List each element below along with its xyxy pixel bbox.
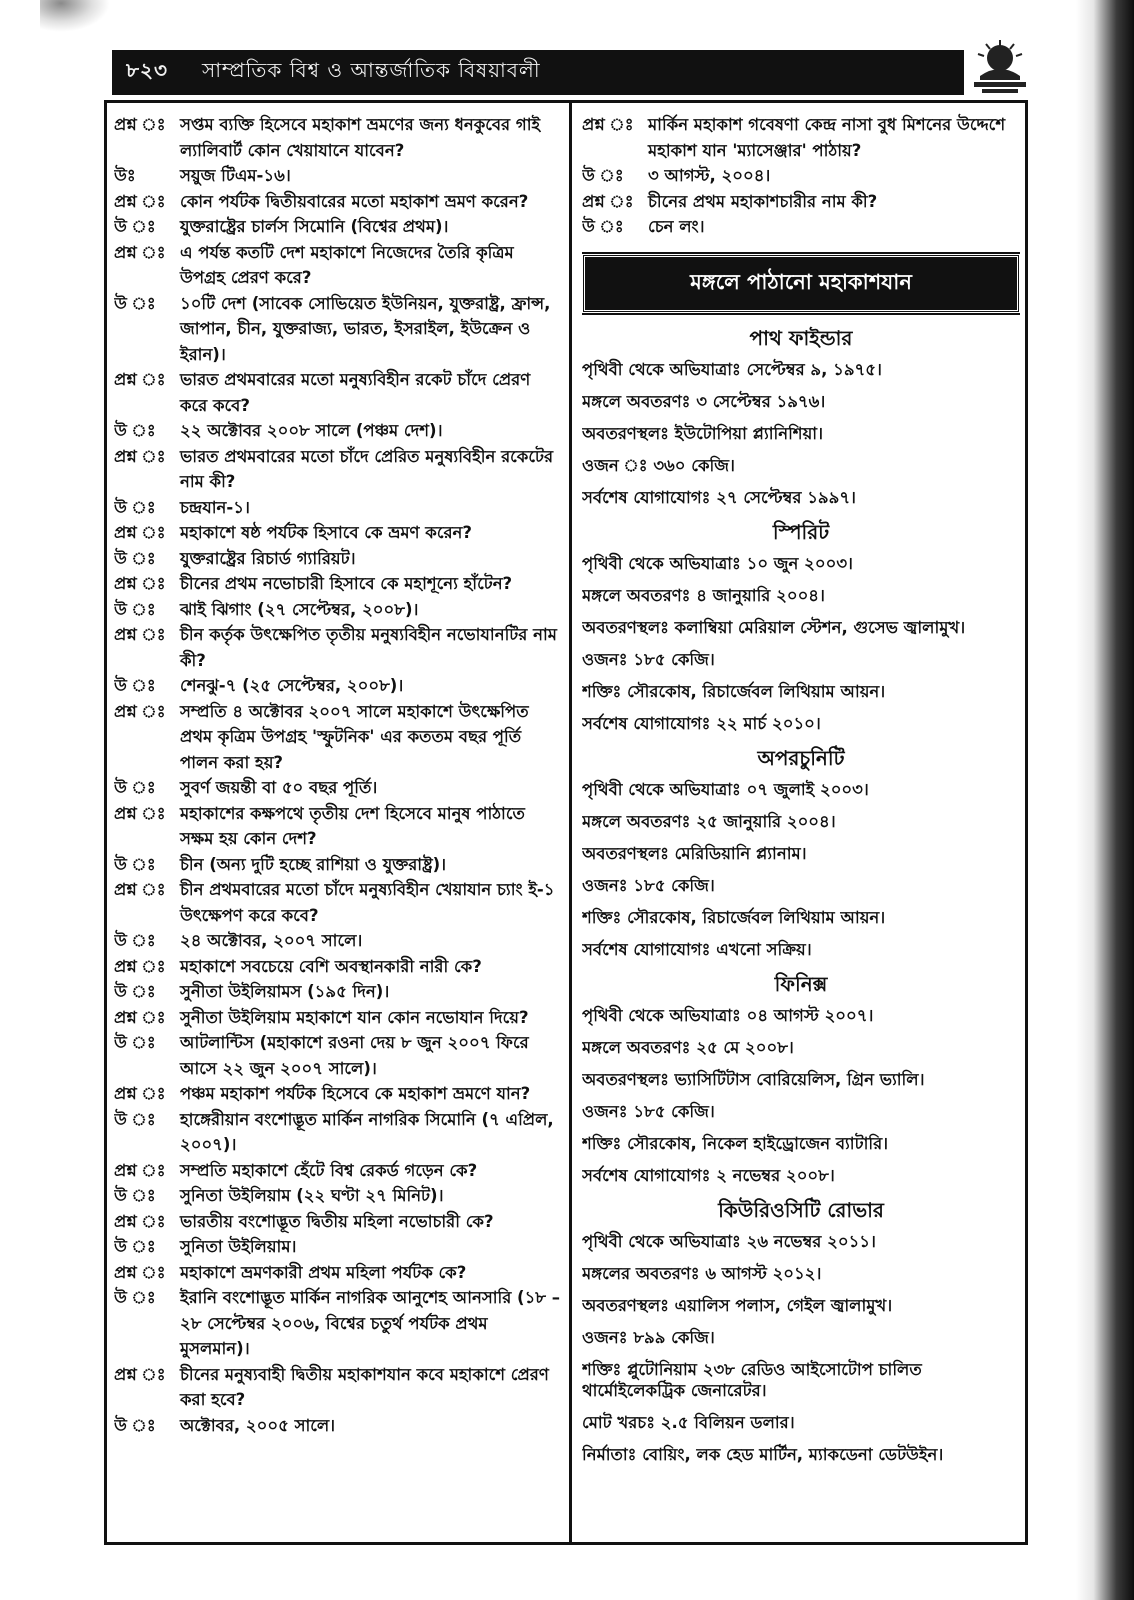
answer-label: উ ঃ xyxy=(114,1415,156,1435)
mission-fact xyxy=(582,779,1020,800)
question-item xyxy=(114,954,562,980)
column-divider xyxy=(569,103,572,1542)
question-item xyxy=(114,520,562,546)
fact-key: পৃথিবী থেকে অভিযাত্রাঃ xyxy=(582,359,741,379)
mission-fact xyxy=(582,811,1020,832)
answer-item xyxy=(114,1030,562,1081)
answer-item xyxy=(114,928,562,954)
fact-value: ০৭ জুলাই ২০০৩। xyxy=(746,779,869,799)
page-header xyxy=(112,50,964,95)
question-item xyxy=(114,1260,562,1286)
question-label: প্রশ্ন ঃ xyxy=(114,803,166,823)
fact-key: ওজনঃ xyxy=(582,649,628,669)
answer-text: ৩ আগস্ট, ২০০৪। xyxy=(648,166,771,185)
question-label: প্রশ্ন ঃ xyxy=(114,523,166,542)
fact-key: অবতরণস্থলঃ xyxy=(582,617,669,637)
question-label: প্রশ্ন ঃ xyxy=(114,1262,166,1282)
answer-text: ১০টি দেশ (সাবেক সোভিয়েত ইউনিয়ন, যুক্তরাষ্ট্র, ফ্রান্স, জাপান, চীন, যুক্তরাজ্য, ভারত, ইসরাইল, ইউক্রেন ও ইরান)। xyxy=(180,293,551,364)
mission-fact xyxy=(582,649,1020,670)
answer-label: উ ঃ xyxy=(114,421,156,440)
question-label: প্রশ্ন ঃ xyxy=(114,446,166,466)
answer-text: সুনিতা উইলিয়াম। xyxy=(180,1237,297,1256)
question-item xyxy=(114,699,562,776)
mission-fact xyxy=(582,617,1020,638)
page-number: ৮২৩ xyxy=(126,58,168,82)
question-text: সপ্তম ব্যক্তি হিসেবে মহাকাশ ভ্রমণের জন্য ধনকুবের গাই ল্যালিবার্ট কোন খেয়াযানে যাবেন? xyxy=(180,115,541,160)
question-label: প্রশ্ন ঃ xyxy=(114,191,166,211)
answer-label: উ ঃ xyxy=(114,931,156,950)
answer-item xyxy=(114,291,562,368)
question-item xyxy=(114,1158,562,1184)
fact-value: ২৭ সেপ্টেম্বর ১৯৯৭। xyxy=(716,487,856,507)
question-text: কোন পর্যটক দ্বিতীয়বারের মতো মহাকাশ ভ্রমণ করেন? xyxy=(180,191,529,211)
fact-key: মঙ্গলে অবতরণঃ xyxy=(582,1037,691,1057)
question-text: ভারত প্রথমবারের মতো চাঁদে প্রেরিত মনুষ্যবিহীন রকেটের নাম কী? xyxy=(180,446,554,491)
answer-label: উ ঃ xyxy=(114,982,156,1001)
answer-item xyxy=(114,1285,562,1362)
answer-text: চন্দ্রযান-১। xyxy=(180,497,250,517)
question-label: প্রশ্ন ঃ xyxy=(114,1364,166,1384)
question-item xyxy=(114,571,562,597)
fact-value: প্লুটোনিয়াম ২৩৮ রেডিও আইসোটোপ চালিত থার্মোইলেকট্রিক জেনারেটর। xyxy=(582,1359,922,1400)
question-item xyxy=(582,112,1020,163)
question-label: প্রশ্ন ঃ xyxy=(114,242,166,262)
question-text: পঞ্চম মহাকাশ পর্যটক হিসেবে কে মহাকাশ ভ্রমণে যান? xyxy=(180,1084,531,1103)
question-item xyxy=(114,189,562,215)
fact-key: ওজন ঃ xyxy=(582,455,648,475)
fact-key: মোট খরচঃ xyxy=(582,1412,655,1432)
answer-item xyxy=(114,979,562,1005)
question-label: প্রশ্ন ঃ xyxy=(114,370,166,389)
answer-item xyxy=(114,418,562,444)
question-text: মহাকাশের কক্ষপথে তৃতীয় দেশ হিসেবে মানুষ পাঠাতে সক্ষম হয় কোন দেশ? xyxy=(180,803,525,848)
fact-value: সৌরকোষ, নিকেল হাইড্রোজেন ব্যাটারি। xyxy=(627,1133,889,1153)
question-text: এ পর্যন্ত কতটি দেশ মহাকাশে নিজেদের তৈরি কৃত্রিম উপগ্রহ প্রেরণ করে? xyxy=(180,242,514,287)
answer-label: উ ঃ xyxy=(114,854,156,874)
question-text: চীন প্রথমবারের মতো চাঁদে মনুষ্যবিহীন খেয়াযান চ্যাং ই-১ উৎক্ষেপণ করে কবে? xyxy=(180,880,555,925)
fact-key: পৃথিবী থেকে অভিযাত্রাঃ xyxy=(582,779,741,799)
answer-text: সুবর্ণ জয়ন্তী বা ৫০ বছর পূর্তি। xyxy=(180,778,378,797)
question-text: ভারত প্রথমবারের মতো মনুষ্যবিহীন রকেট চাঁদে প্রেরণ করে কবে? xyxy=(180,370,531,415)
answer-item xyxy=(114,1234,562,1260)
question-item xyxy=(114,1081,562,1107)
fact-value: ০৪ আগস্ট ২০০৭। xyxy=(746,1005,874,1025)
answer-item xyxy=(114,1183,562,1209)
mission-fact xyxy=(582,1101,1020,1122)
answer-label: উ ঃ xyxy=(582,217,624,236)
fact-key: মঙ্গলে অবতরণঃ xyxy=(582,811,691,831)
mission-fact xyxy=(582,1005,1020,1026)
question-text: চীনের প্রথম মহাকাশচারীর নাম কী? xyxy=(648,191,878,211)
answer-text: যুক্তরাষ্ট্রের চার্লস সিমোনি (বিশ্বের প্রথম)। xyxy=(180,217,449,236)
question-item xyxy=(114,1209,562,1235)
answer-label: উ ঃ xyxy=(114,1186,156,1205)
mission-fact xyxy=(582,907,1020,928)
mission-fact xyxy=(582,487,1020,508)
fact-key: শক্তিঃ xyxy=(582,1133,622,1153)
fact-key: মঙ্গলে অবতরণঃ xyxy=(582,585,691,605)
mission-fact xyxy=(582,553,1020,574)
answer-text: হাঙ্গেরীয়ান বংশোদ্ভূত মার্কিন নাগরিক সিমোনি (৭ এপ্রিল, ২০০৭)। xyxy=(180,1109,554,1154)
answer-text: ঝাই ঝিগাং (২৭ সেপ্টেম্বর, ২০০৮)। xyxy=(180,599,419,619)
question-text: চীনের প্রথম নভোচারী হিসাবে কে মহাশূন্যে হাঁটেন? xyxy=(180,574,513,593)
answer-text: সুনীতা উইলিয়ামস (১৯৫ দিন)। xyxy=(180,982,390,1001)
mission-fact xyxy=(582,939,1020,960)
book-spine-shadow xyxy=(1076,0,1134,1600)
answer-item xyxy=(114,1107,562,1158)
fact-value: ২ নভেম্বর ২০০৮। xyxy=(716,1165,835,1185)
answer-item xyxy=(114,1413,562,1439)
fact-value: ৩ সেপ্টেম্বর ১৯৭৬। xyxy=(696,391,826,411)
mission-fact xyxy=(582,359,1020,380)
answer-text: যুক্তরাষ্ট্রের রিচার্ড গ্যারিয়ট। xyxy=(180,548,356,568)
question-label: প্রশ্ন ঃ xyxy=(114,880,166,899)
question-text: সম্প্রতি ৪ অক্টোবর ২০০৭ সালে মহাকাশে উৎক্ষেপিত প্রথম কৃত্রিম উপগ্রহ 'স্ফুটনিক' এর কততম বছর পূর্তি পালন করা হয়? xyxy=(180,701,529,772)
question-label: প্রশ্ন ঃ xyxy=(114,1160,166,1180)
mission-fact xyxy=(582,455,1020,476)
mission-fact xyxy=(582,1133,1020,1154)
fact-value: বোয়িং, লক হেড মার্টিন, ম্যাকডেনা ডেটউইন। xyxy=(642,1444,944,1464)
fact-key: অবতরণস্থলঃ xyxy=(582,423,669,443)
mission-fact xyxy=(582,1412,1020,1433)
mission-fact xyxy=(582,1444,1020,1465)
answer-label: উ ঃ xyxy=(114,548,156,568)
mission-fact xyxy=(582,1263,1020,1284)
fact-value: ৮৯৯ কেজি। xyxy=(633,1327,715,1347)
answer-label: উ ঃ xyxy=(114,1033,156,1052)
mission-section xyxy=(582,325,1020,508)
mission-fact xyxy=(582,1295,1020,1316)
mission-section xyxy=(582,519,1020,734)
right-qa-list xyxy=(582,112,1020,240)
mission-fact xyxy=(582,391,1020,412)
answer-text: আটলান্টিস (মহাকাশে রওনা দেয় ৮ জুন ২০০৭ ফিরে আসে ২২ জুন ২০০৭ সালে)। xyxy=(180,1033,529,1078)
answer-label: উ ঃ xyxy=(114,1288,156,1307)
page-header-title: সাম্প্রতিক বিশ্ব ও আন্তর্জাতিক বিষয়াবলী xyxy=(202,58,541,82)
fact-key: অবতরণস্থলঃ xyxy=(582,1295,669,1315)
mission-fact xyxy=(582,843,1020,864)
mission-fact xyxy=(582,1037,1020,1058)
mission-title: স্পিরিট xyxy=(772,519,830,544)
answer-item xyxy=(114,495,562,521)
answer-label: উঃ xyxy=(114,166,136,185)
answer-text: সয়ুজ টিএম-১৬। xyxy=(180,166,291,185)
answer-label: উ ঃ xyxy=(114,599,156,619)
fact-key: অবতরণস্থলঃ xyxy=(582,1069,669,1089)
right-column xyxy=(582,112,1020,1532)
mission-fact xyxy=(582,585,1020,606)
fact-key: ওজনঃ xyxy=(582,1101,628,1121)
answer-text: শেনঝু-৭ (২৫ সেপ্টেম্বর, ২০০৮)। xyxy=(180,676,404,695)
fact-value: ৪ জানুয়ারি ২০০৪। xyxy=(696,585,825,605)
answer-label: উ ঃ xyxy=(114,217,156,236)
fact-value: ২৬ নভেম্বর ২০১১। xyxy=(746,1231,876,1251)
fact-value: এয়ালিস পলাস, গেইল জ্বালামুখ। xyxy=(674,1295,893,1315)
fact-key: পৃথিবী থেকে অভিযাত্রাঃ xyxy=(582,553,741,573)
mission-fact xyxy=(582,1231,1020,1252)
answer-item xyxy=(114,163,562,189)
question-text: সম্প্রতি মহাকাশে হেঁটে বিশ্ব রেকর্ড গড়েন কে? xyxy=(180,1160,478,1180)
mission-fact xyxy=(582,713,1020,734)
fact-value: ২৫ মে ২০০৮। xyxy=(696,1037,794,1057)
answer-item xyxy=(114,673,562,699)
mission-fact xyxy=(582,1069,1020,1090)
fact-value: ২৫ জানুয়ারি ২০০৪। xyxy=(696,811,836,831)
fact-key: সর্বশেষ যোগাযোগঃ xyxy=(582,939,711,959)
fact-value: সৌরকোষ, রিচার্জেবল লিথিয়াম আয়ন। xyxy=(627,681,886,701)
answer-item xyxy=(114,214,562,240)
question-label: প্রশ্ন ঃ xyxy=(114,1007,166,1027)
fact-value: ভ্যাসিটিটাস বোরিয়েলিস, গ্রিন ভ্যালি। xyxy=(674,1069,925,1089)
fact-key: শক্তিঃ xyxy=(582,1359,622,1379)
fact-key: মঙ্গলে অবতরণঃ xyxy=(582,391,691,411)
fact-value: ইউটোপিয়া প্ল্যানিশিয়া। xyxy=(674,423,823,443)
question-label: প্রশ্ন ঃ xyxy=(582,191,634,211)
fact-key: শক্তিঃ xyxy=(582,681,622,701)
mission-section xyxy=(582,1197,1020,1465)
fact-key: পৃথিবী থেকে অভিযাত্রাঃ xyxy=(582,1231,741,1251)
mission-fact xyxy=(582,1327,1020,1348)
fact-key: সর্বশেষ যোগাযোগঃ xyxy=(582,487,711,507)
question-label: প্রশ্ন ঃ xyxy=(114,1211,166,1231)
fact-value: কলাম্বিয়া মেরিয়াল স্টেশন, গুসেভ জ্বালামুখ। xyxy=(674,617,966,637)
question-item xyxy=(114,444,562,495)
question-item xyxy=(114,801,562,852)
mission-title: অপরচুনিটি xyxy=(757,745,845,770)
question-item xyxy=(582,189,1020,215)
answer-text: চীন (অন্য দুটি হচ্ছে রাশিয়া ও যুক্তরাষ্ট্র)। xyxy=(180,854,447,874)
mission-list xyxy=(582,325,1020,1465)
mission-section xyxy=(582,971,1020,1186)
fact-value: ১৮৫ কেজি। xyxy=(633,1101,715,1121)
fact-value: ২.৫ বিলিয়ন ডলার। xyxy=(660,1412,795,1432)
question-label: প্রশ্ন ঃ xyxy=(114,701,166,721)
fact-key: সর্বশেষ যোগাযোগঃ xyxy=(582,713,711,733)
answer-item xyxy=(582,214,1020,240)
mission-title: কিউরিওসিটি রোভার xyxy=(718,1197,884,1222)
answer-label: উ ঃ xyxy=(582,166,624,185)
fact-key: অবতরণস্থলঃ xyxy=(582,843,669,863)
fact-value: ৬ আগস্ট ২০১২। xyxy=(705,1263,822,1283)
fact-key: সর্বশেষ যোগাযোগঃ xyxy=(582,1165,711,1185)
answer-item xyxy=(114,775,562,801)
question-text: মহাকাশে ভ্রমণকারী প্রথম মহিলা পর্যটক কে? xyxy=(180,1262,467,1282)
mission-fact xyxy=(582,681,1020,702)
question-item xyxy=(114,240,562,291)
answer-text: ২২ অক্টোবর ২০০৮ সালে (পঞ্চম দেশ)। xyxy=(180,421,443,440)
answer-text: চেন লং। xyxy=(648,217,705,236)
mission-title: ফিনিক্স xyxy=(774,971,828,996)
mission-title: পাথ ফাইন্ডার xyxy=(749,325,853,350)
question-label: প্রশ্ন ঃ xyxy=(582,115,634,134)
answer-text: ২৪ অক্টোবর, ২০০৭ সালে। xyxy=(180,931,363,950)
fact-key: ওজনঃ xyxy=(582,1327,628,1347)
page-corner-shadow xyxy=(40,0,110,32)
answer-item xyxy=(114,546,562,572)
answer-label: উ ঃ xyxy=(114,1237,156,1256)
mission-fact xyxy=(582,423,1020,444)
fact-value: ১৮৫ কেজি। xyxy=(633,649,715,669)
question-label: প্রশ্ন ঃ xyxy=(114,115,166,134)
answer-label: উ ঃ xyxy=(114,1109,156,1129)
question-text: চীনের মনুষ্যবাহী দ্বিতীয় মহাকাশযান কবে মহাকাশে প্রেরণ করা হবে? xyxy=(180,1364,549,1409)
question-label: প্রশ্ন ঃ xyxy=(114,574,166,593)
answer-item xyxy=(114,852,562,878)
answer-label: উ ঃ xyxy=(114,497,156,517)
fact-value: সেপ্টেম্বর ৯, ১৯৭৫। xyxy=(746,359,882,379)
left-column xyxy=(114,112,562,1532)
fact-key: শক্তিঃ xyxy=(582,907,622,927)
question-text: সুনীতা উইলিয়াম মহাকাশে যান কোন নভোযান দিয়ে? xyxy=(180,1007,529,1027)
mission-section xyxy=(582,745,1020,960)
fact-key: ওজনঃ xyxy=(582,875,628,895)
ornament-logo-icon xyxy=(968,38,1032,100)
answer-label: উ ঃ xyxy=(114,293,156,313)
mission-fact xyxy=(582,1165,1020,1186)
answer-text: ইরানি বংশোদ্ভূত মার্কিন নাগরিক আনুশেহ আনসারি (১৮ – ২৮ সেপ্টেম্বর ২০০৬, বিশ্বের চতুর্থ পর্যটক প্রথম মুসলমান)। xyxy=(180,1288,560,1358)
question-item xyxy=(114,1005,562,1031)
answer-label: উ ঃ xyxy=(114,778,156,797)
mission-fact xyxy=(582,1359,1020,1401)
answer-item xyxy=(114,597,562,623)
answer-text: সুনিতা উইলিয়াম (২২ ঘণ্টা ২৭ মিনিট)। xyxy=(180,1186,444,1205)
fact-key: পৃথিবী থেকে অভিযাত্রাঃ xyxy=(582,1005,741,1025)
question-text: মহাকাশে সবচেয়ে বেশি অবস্থানকারী নারী কে? xyxy=(180,956,482,976)
answer-item xyxy=(582,163,1020,189)
question-label: প্রশ্ন ঃ xyxy=(114,956,166,976)
question-item xyxy=(114,1362,562,1413)
question-item xyxy=(114,877,562,928)
fact-key: নির্মাতাঃ xyxy=(582,1444,637,1464)
question-text: চীন কর্তৃক উৎক্ষেপিত তৃতীয় মনুষ্যবিহীন নভোযানটির নাম কী? xyxy=(180,625,557,670)
question-text: মহাকাশে ষষ্ঠ পর্যটক হিসাবে কে ভ্রমণ করেন? xyxy=(180,523,472,542)
fact-value: ২২ মার্চ ২০১০। xyxy=(716,713,821,733)
fact-value: সৌরকোষ, রিচার্জেবল লিথিয়াম আয়ন। xyxy=(627,907,886,927)
mission-fact xyxy=(582,875,1020,896)
question-text: মার্কিন মহাকাশ গবেষণা কেন্দ্র নাসা বুধ মিশনের উদ্দেশে মহাকাশ যান 'ম্যাসেঞ্জার' পাঠায়? xyxy=(648,115,1006,160)
fact-value: ৩৬০ কেজি। xyxy=(653,455,735,475)
fact-key: মঙ্গলের অবতরণঃ xyxy=(582,1263,700,1283)
question-label: প্রশ্ন ঃ xyxy=(114,625,166,644)
answer-label: উ ঃ xyxy=(114,676,156,695)
section-banner: মঙ্গলে পাঠানো মহাকাশযান xyxy=(582,254,1020,313)
answer-text: অক্টোবর, ২০০৫ সালে। xyxy=(180,1415,336,1435)
fact-value: ১৮৫ কেজি। xyxy=(633,875,715,895)
question-item xyxy=(114,367,562,418)
question-label: প্রশ্ন ঃ xyxy=(114,1084,166,1103)
fact-value: মেরিডিয়ানি প্ল্যানাম। xyxy=(674,843,807,863)
fact-value: ১০ জুন ২০০৩। xyxy=(746,553,853,573)
question-item xyxy=(114,622,562,673)
question-text: ভারতীয় বংশোদ্ভূত দ্বিতীয় মহিলা নভোচারী কে? xyxy=(180,1211,494,1231)
fact-value: এখনো সক্রিয়। xyxy=(716,939,812,959)
question-item xyxy=(114,112,562,163)
